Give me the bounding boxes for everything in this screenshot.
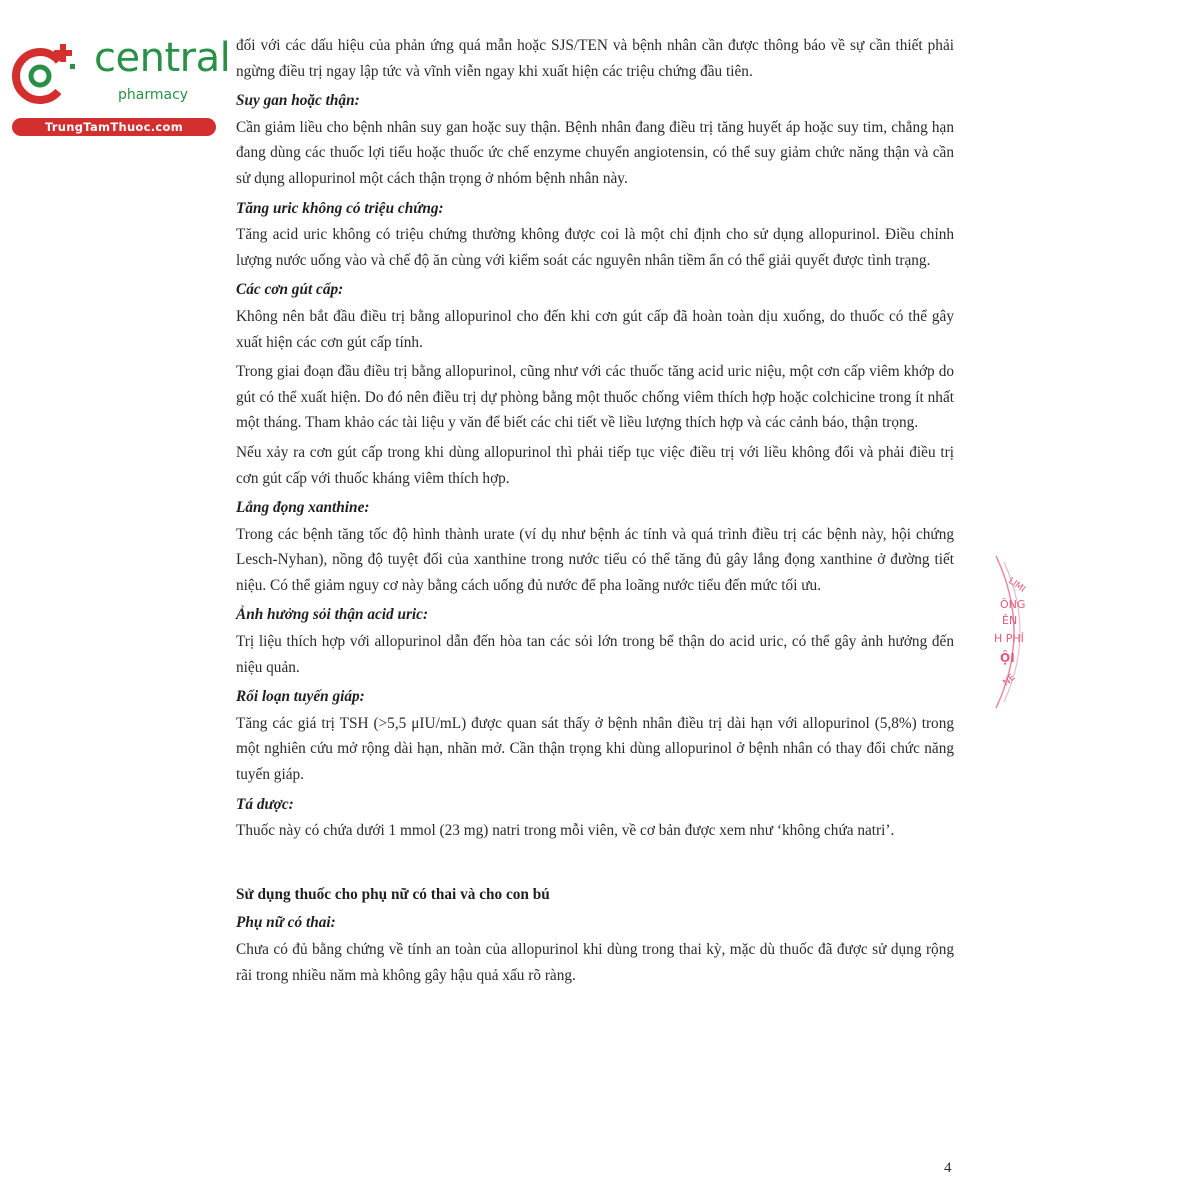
stamp-text: NE [1001, 672, 1018, 689]
paragraph: Trị liệu thích hợp với allopurinol dẫn đến hòa tan các sỏi lớn trong bể thận do acid uric, có thể gây ảnh hưởng đến niệu quản. [236, 633, 954, 676]
document-body [236, 33, 954, 992]
paragraph: Cần giảm liều cho bệnh nhân suy gan hoặc suy thận. Bệnh nhân đang điều trị tăng huyết áp hoặc suy tim, chẳng hạn đang dùng các thuốc lợi tiểu hoặc thuốc ức chế enzyme chuyển angiotensin, có thể suy giảm chức năng thận và cần sử dụng allopurinol một cách thận trọng ở nhóm bệnh nhân này. [236, 118, 954, 187]
stamp-text: LIMI [1006, 576, 1027, 595]
paragraph: Chưa có đủ bằng chứng về tính an toàn của allopurinol khi dùng trong thai kỳ, mặc dù thuốc đã được sử dụng rộng rãi trong nhiều năm mà không gây hậu quả xấu rõ ràng. [236, 941, 954, 984]
logo-site-banner: TrungTamThuoc.com [12, 118, 216, 136]
heading-acute-gout: Các cơn gút cấp: [236, 281, 344, 299]
paragraph: Nếu xảy ra cơn gút cấp trong khi dùng allopurinol thì phải tiếp tục việc điều trị với liều không đổi và phải điều trị cơn gút cấp với thuốc kháng viêm thích hợp. [236, 443, 954, 487]
heading-asymptomatic-uric: Tăng uric không có triệu chứng: [236, 199, 444, 217]
heading-liver-kidney: Suy gan hoặc thận: [236, 92, 360, 110]
intro-paragraph: đối với các dấu hiệu của phản ứng quá mẫn hoặc SJS/TEN và bệnh nhân cần được thông báo về sự cần thiết phải ngừng điều trị ngay lập tức và vĩnh viễn ngay khi xuất hiện các triệu chứng đầu tiên. [236, 37, 954, 80]
heading-pregnant-women: Phụ nữ có thai: [236, 914, 336, 932]
paragraph: Tăng acid uric không có triệu chứng thường không được coi là một chỉ định cho sử dụng allopurinol. Điều chỉnh lượng nước uống vào và chế độ ăn cùng với kiểm soát các nguyên nhân tiềm ẩn có thể giải quyết được tình trạng. [236, 226, 954, 269]
stamp-text: H PHÍ [994, 632, 1024, 645]
page-number: 4 [944, 1160, 952, 1176]
stamp-text: ÊN [1002, 614, 1018, 627]
paragraph: Tăng các giá trị TSH (>5,5 μIU/mL) được quan sát thấy ở bệnh nhân điều trị dài hạn với allopurinol (5,8%) trong một nghiên cứu mở rộng dài hạn, nhãn mở. Cần thận trọng khi dùng allopurinol ở bệnh nhân có thay đổi chức năng tuyến giáp. [236, 714, 954, 784]
heading-excipients: Tá dược: [236, 795, 294, 813]
paragraph: Thuốc này có chứa dưới 1 mmol (23 mg) natri trong mỗi viên, về cơ bản được xem như ‘không chứa natri’. [236, 822, 895, 840]
paragraph: Trong các bệnh tăng tốc độ hình thành urate (ví dụ như bệnh ác tính và quá trình điều trị các bệnh này, hội chứng Lesch-Nyhan), nồng độ tuyệt đối của xanthine trong nước tiểu có thể tăng đủ gây lắng đọng xanthine ở đường tiết niệu. Có thể giảm nguy cơ này bằng cách uống đủ nước để pha loãng nước tiểu đến mức tối ưu. [236, 525, 954, 594]
logo-name: central [94, 35, 231, 81]
section-title-pregnancy: Sử dụng thuốc cho phụ nữ có thai và cho con bú [236, 885, 550, 903]
heading-uric-stones: Ảnh hưởng sỏi thận acid uric: [236, 606, 429, 624]
paragraph: Không nên bắt đầu điều trị bằng allopurinol cho đến khi cơn gút cấp đã hoàn toàn dịu xuống, do thuốc có thể gây xuất hiện các cơn gút cấp tính. [236, 307, 954, 351]
brand-logo [8, 35, 231, 136]
central-pharmacy-logo-icon [10, 38, 82, 110]
heading-thyroid: Rối loạn tuyến giáp: [236, 688, 365, 706]
partial-stamp-seal [992, 552, 1032, 712]
heading-xanthine: Lắng đọng xanthine: [236, 499, 370, 517]
stamp-text: ÔNG [1000, 598, 1026, 611]
logo-subtitle: pharmacy [118, 87, 189, 103]
stamp-text: ỘI [1000, 651, 1015, 665]
paragraph: Trong giai đoạn đầu điều trị bằng allopurinol, cũng như với các thuốc tăng acid uric niệu, một cơn cấp viêm khớp do gút có thể xuất hiện. Do đó nên điều trị dự phòng bằng một thuốc chống viêm thích hợp hoặc colchicine trong ít nhất một tháng. Tham khảo các tài liệu y văn để biết các chi tiết về liều lượng thích hợp và các cảnh báo, thận trọng. [236, 363, 954, 432]
